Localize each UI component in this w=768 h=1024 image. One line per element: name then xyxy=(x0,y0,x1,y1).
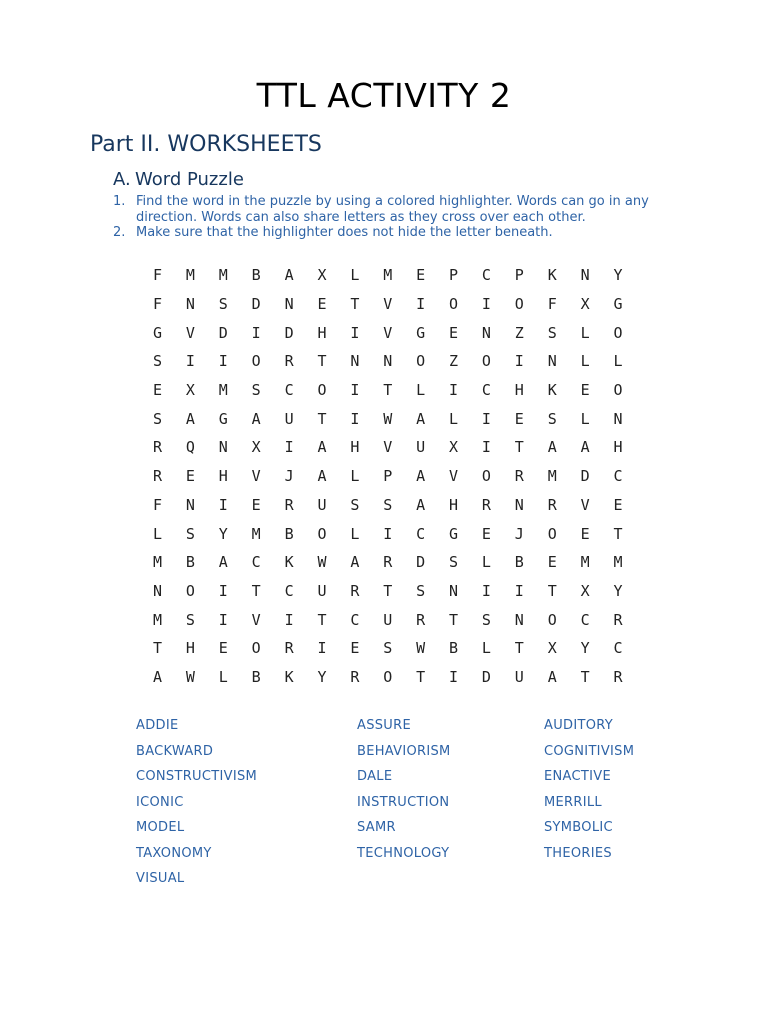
instruction-text: Find the word in the puzzle by using a colored highlighter. Words can go in any direction. Words can also share letters as they cross over each other. xyxy=(136,194,649,225)
puzzle-letter: I xyxy=(218,352,228,371)
puzzle-letter: T xyxy=(449,610,459,629)
puzzle-letter: E xyxy=(350,639,360,658)
puzzle-letter: Z xyxy=(449,352,459,371)
word-list-item: SYMBOLIC xyxy=(544,820,613,835)
puzzle-letter: O xyxy=(416,352,426,371)
puzzle-letter: D xyxy=(284,323,294,342)
puzzle-letter: A xyxy=(218,553,228,572)
puzzle-letter: R xyxy=(153,438,163,457)
puzzle-letter: I xyxy=(383,524,393,543)
puzzle-letter: W xyxy=(317,553,327,572)
word-list-item: COGNITIVISM xyxy=(544,743,635,759)
section-heading xyxy=(113,169,244,190)
puzzle-letter: I xyxy=(350,409,360,428)
puzzle-letter: S xyxy=(449,553,459,572)
puzzle-letter: O xyxy=(547,610,557,629)
puzzle-letter: Y xyxy=(613,581,623,600)
puzzle-letter: K xyxy=(547,266,557,285)
puzzle-letter: Y xyxy=(580,639,590,658)
puzzle-letter: L xyxy=(350,524,360,543)
puzzle-letter: E xyxy=(481,524,491,543)
puzzle-letter: R xyxy=(481,495,491,514)
puzzle-letter: I xyxy=(481,581,491,600)
puzzle-letter: S xyxy=(547,323,557,342)
word-list-item: BEHAVIORISM xyxy=(357,743,451,759)
puzzle-letter: B xyxy=(251,266,261,285)
puzzle-letter: E xyxy=(218,639,228,658)
puzzle-letter: U xyxy=(416,438,426,457)
puzzle-letter: T xyxy=(251,581,261,600)
puzzle-letter: I xyxy=(284,438,294,457)
puzzle-letter: T xyxy=(317,409,327,428)
puzzle-letter: M xyxy=(580,553,590,572)
instruction-text: Make sure that the highlighter does not hide the letter beneath. xyxy=(136,225,553,240)
puzzle-letter: C xyxy=(251,553,261,572)
puzzle-letter: I xyxy=(514,352,524,371)
puzzle-letter: X xyxy=(251,438,261,457)
puzzle-letter: R xyxy=(284,639,294,658)
puzzle-letter: M xyxy=(153,553,163,572)
puzzle-letter: J xyxy=(514,524,524,543)
puzzle-letter: U xyxy=(514,667,524,686)
puzzle-letter: R xyxy=(350,581,360,600)
puzzle-letter: R xyxy=(153,467,163,486)
puzzle-letter: U xyxy=(284,409,294,428)
puzzle-letter: L xyxy=(153,524,163,543)
puzzle-letter: M xyxy=(153,610,163,629)
puzzle-letter: M xyxy=(218,266,228,285)
puzzle-letter: L xyxy=(580,409,590,428)
puzzle-letter: L xyxy=(218,667,228,686)
puzzle-letter: V xyxy=(383,323,393,342)
puzzle-letter: C xyxy=(580,610,590,629)
puzzle-letter: H xyxy=(185,639,195,658)
puzzle-letter: O xyxy=(251,639,261,658)
puzzle-row xyxy=(149,433,631,462)
puzzle-letter: H xyxy=(449,495,459,514)
puzzle-row xyxy=(149,290,631,319)
puzzle-letter: O xyxy=(547,524,557,543)
word-list-item: AUDITORY xyxy=(544,718,613,733)
puzzle-letter: V xyxy=(251,467,261,486)
puzzle-letter: A xyxy=(251,409,261,428)
puzzle-letter: L xyxy=(481,639,491,658)
puzzle-letter: H xyxy=(317,323,327,342)
puzzle-row xyxy=(149,376,631,405)
puzzle-letter: A xyxy=(416,467,426,486)
puzzle-letter: S xyxy=(153,352,163,371)
puzzle-letter: S xyxy=(185,610,195,629)
puzzle-letter: I xyxy=(284,610,294,629)
puzzle-letter: B xyxy=(514,553,524,572)
instructions-list xyxy=(113,194,673,241)
puzzle-letter: C xyxy=(481,381,491,400)
puzzle-letter: D xyxy=(251,295,261,314)
puzzle-letter: D xyxy=(481,667,491,686)
puzzle-letter: S xyxy=(350,495,360,514)
puzzle-letter: N xyxy=(185,295,195,314)
puzzle-letter: R xyxy=(547,495,557,514)
word-list-item: VISUAL xyxy=(136,871,185,886)
word-list-item: INSTRUCTION xyxy=(357,794,450,810)
puzzle-letter: W xyxy=(416,639,426,658)
puzzle-letter: N xyxy=(383,352,393,371)
puzzle-letter: E xyxy=(449,323,459,342)
word-list-item: ICONIC xyxy=(136,794,184,810)
puzzle-letter: E xyxy=(416,266,426,285)
puzzle-letter: O xyxy=(383,667,393,686)
puzzle-letter: X xyxy=(580,581,590,600)
puzzle-letter: R xyxy=(383,553,393,572)
word-list-item: SAMR xyxy=(357,820,396,835)
puzzle-letter: M xyxy=(383,266,393,285)
word-search-grid xyxy=(149,261,631,691)
puzzle-letter: K xyxy=(284,667,294,686)
puzzle-letter: A xyxy=(350,553,360,572)
puzzle-letter: E xyxy=(547,553,557,572)
puzzle-letter: L xyxy=(580,352,590,371)
puzzle-letter: S xyxy=(185,524,195,543)
puzzle-letter: O xyxy=(481,467,491,486)
puzzle-letter: I xyxy=(218,581,228,600)
word-list-item: TAXONOMY xyxy=(136,845,212,861)
puzzle-letter: V xyxy=(580,495,590,514)
puzzle-letter: Q xyxy=(185,438,195,457)
puzzle-row xyxy=(149,519,631,548)
puzzle-letter: T xyxy=(514,438,524,457)
puzzle-letter: X xyxy=(449,438,459,457)
puzzle-letter: R xyxy=(284,495,294,514)
word-list-item: CONSTRUCTIVISM xyxy=(136,769,258,784)
puzzle-letter: I xyxy=(481,409,491,428)
puzzle-letter: I xyxy=(317,639,327,658)
puzzle-letter: A xyxy=(317,467,327,486)
puzzle-row xyxy=(149,462,631,491)
puzzle-letter: R xyxy=(613,667,623,686)
puzzle-letter: W xyxy=(185,667,195,686)
puzzle-letter: J xyxy=(284,467,294,486)
puzzle-letter: N xyxy=(580,266,590,285)
puzzle-letter: N xyxy=(514,495,524,514)
word-list-item: ADDIE xyxy=(136,718,179,733)
puzzle-letter: M xyxy=(613,553,623,572)
puzzle-letter: L xyxy=(416,381,426,400)
puzzle-letter: N xyxy=(153,581,163,600)
puzzle-letter: I xyxy=(251,323,261,342)
puzzle-letter: C xyxy=(284,381,294,400)
puzzle-letter: H xyxy=(218,467,228,486)
puzzle-letter: A xyxy=(185,409,195,428)
puzzle-letter: N xyxy=(284,295,294,314)
puzzle-letter: I xyxy=(449,667,459,686)
puzzle-row xyxy=(149,634,631,663)
puzzle-letter: G xyxy=(449,524,459,543)
puzzle-letter: W xyxy=(383,409,393,428)
puzzle-letter: K xyxy=(284,553,294,572)
puzzle-letter: I xyxy=(185,352,195,371)
puzzle-letter: U xyxy=(383,610,393,629)
puzzle-letter: H xyxy=(350,438,360,457)
document-title: TTL ACTIVITY 2 xyxy=(256,76,512,115)
puzzle-letter: C xyxy=(481,266,491,285)
puzzle-letter: D xyxy=(416,553,426,572)
puzzle-letter: N xyxy=(185,495,195,514)
puzzle-letter: I xyxy=(218,495,228,514)
puzzle-letter: T xyxy=(383,581,393,600)
puzzle-letter: I xyxy=(481,295,491,314)
puzzle-letter: A xyxy=(416,409,426,428)
puzzle-letter: L xyxy=(481,553,491,572)
puzzle-letter: C xyxy=(416,524,426,543)
puzzle-letter: C xyxy=(613,639,623,658)
puzzle-letter: N xyxy=(350,352,360,371)
puzzle-letter: D xyxy=(218,323,228,342)
puzzle-letter: T xyxy=(514,639,524,658)
puzzle-letter: A xyxy=(547,667,557,686)
puzzle-letter: I xyxy=(449,381,459,400)
puzzle-letter: X xyxy=(185,381,195,400)
puzzle-letter: I xyxy=(218,610,228,629)
puzzle-letter: S xyxy=(547,409,557,428)
puzzle-letter: O xyxy=(317,381,327,400)
puzzle-row xyxy=(149,663,631,692)
puzzle-letter: S xyxy=(481,610,491,629)
puzzle-letter: S xyxy=(383,495,393,514)
puzzle-letter: T xyxy=(383,381,393,400)
puzzle-row xyxy=(149,318,631,347)
puzzle-letter: G xyxy=(613,295,623,314)
puzzle-letter: B xyxy=(251,667,261,686)
puzzle-letter: O xyxy=(251,352,261,371)
puzzle-letter: I xyxy=(350,323,360,342)
puzzle-letter: N xyxy=(218,438,228,457)
puzzle-letter: U xyxy=(317,495,327,514)
puzzle-letter: I xyxy=(481,438,491,457)
puzzle-letter: R xyxy=(416,610,426,629)
puzzle-letter: Z xyxy=(514,323,524,342)
puzzle-letter: P xyxy=(514,266,524,285)
puzzle-letter: O xyxy=(481,352,491,371)
instruction-item xyxy=(113,194,673,225)
puzzle-letter: R xyxy=(350,667,360,686)
puzzle-letter: S xyxy=(416,581,426,600)
word-list-item: MERRILL xyxy=(544,794,602,810)
puzzle-letter: B xyxy=(185,553,195,572)
puzzle-letter: N xyxy=(449,581,459,600)
puzzle-letter: R xyxy=(514,467,524,486)
puzzle-letter: L xyxy=(580,323,590,342)
puzzle-letter: E xyxy=(514,409,524,428)
puzzle-letter: A xyxy=(416,495,426,514)
puzzle-letter: P xyxy=(383,467,393,486)
puzzle-letter: M xyxy=(218,381,228,400)
word-list-item: MODEL xyxy=(136,820,185,835)
puzzle-letter: H xyxy=(514,381,524,400)
puzzle-row xyxy=(149,548,631,577)
puzzle-letter: B xyxy=(284,524,294,543)
puzzle-letter: V xyxy=(251,610,261,629)
word-list-item: THEORIES xyxy=(544,845,612,861)
puzzle-letter: H xyxy=(613,438,623,457)
puzzle-row xyxy=(149,261,631,290)
puzzle-row xyxy=(149,404,631,433)
puzzle-letter: X xyxy=(580,295,590,314)
word-list-item: BACKWARD xyxy=(136,743,214,759)
puzzle-letter: F xyxy=(153,266,163,285)
puzzle-letter: O xyxy=(185,581,195,600)
puzzle-letter: S xyxy=(218,295,228,314)
puzzle-letter: N xyxy=(514,610,524,629)
puzzle-letter: V xyxy=(383,295,393,314)
puzzle-letter: Y xyxy=(218,524,228,543)
puzzle-letter: C xyxy=(350,610,360,629)
puzzle-letter: C xyxy=(613,467,623,486)
puzzle-letter: T xyxy=(613,524,623,543)
puzzle-letter: S xyxy=(153,409,163,428)
puzzle-letter: I xyxy=(416,295,426,314)
word-list-item: ENACTIVE xyxy=(544,769,611,784)
puzzle-letter: V xyxy=(449,467,459,486)
puzzle-letter: V xyxy=(383,438,393,457)
puzzle-letter: O xyxy=(613,381,623,400)
puzzle-letter: L xyxy=(449,409,459,428)
puzzle-letter: M xyxy=(547,467,557,486)
puzzle-letter: D xyxy=(580,467,590,486)
puzzle-letter: I xyxy=(350,381,360,400)
puzzle-letter: L xyxy=(350,467,360,486)
word-list xyxy=(136,716,676,895)
puzzle-letter: A xyxy=(317,438,327,457)
puzzle-letter: E xyxy=(185,467,195,486)
section-letter: A. xyxy=(113,169,131,190)
word-list-item: ASSURE xyxy=(357,718,411,733)
puzzle-letter: E xyxy=(251,495,261,514)
puzzle-letter: G xyxy=(416,323,426,342)
puzzle-letter: F xyxy=(547,295,557,314)
puzzle-letter: B xyxy=(449,639,459,658)
puzzle-letter: R xyxy=(613,610,623,629)
puzzle-letter: M xyxy=(185,266,195,285)
puzzle-row xyxy=(149,605,631,634)
puzzle-letter: N xyxy=(481,323,491,342)
puzzle-letter: T xyxy=(416,667,426,686)
word-list-item: DALE xyxy=(357,769,393,784)
puzzle-letter: Y xyxy=(613,266,623,285)
puzzle-letter: T xyxy=(547,581,557,600)
puzzle-letter: V xyxy=(185,323,195,342)
puzzle-letter: U xyxy=(317,581,327,600)
puzzle-letter: O xyxy=(449,295,459,314)
puzzle-letter: Y xyxy=(317,667,327,686)
puzzle-letter: C xyxy=(284,581,294,600)
puzzle-letter: K xyxy=(547,381,557,400)
instruction-item xyxy=(113,225,673,241)
puzzle-row xyxy=(149,577,631,606)
puzzle-letter: L xyxy=(350,266,360,285)
puzzle-letter: F xyxy=(153,295,163,314)
part-heading: Part II. WORKSHEETS xyxy=(90,132,322,157)
instruction-number: 1. xyxy=(113,194,126,209)
puzzle-letter: E xyxy=(580,524,590,543)
puzzle-letter: L xyxy=(613,352,623,371)
puzzle-letter: T xyxy=(580,667,590,686)
puzzle-letter: G xyxy=(153,323,163,342)
puzzle-letter: F xyxy=(153,495,163,514)
puzzle-letter: R xyxy=(284,352,294,371)
puzzle-letter: E xyxy=(317,295,327,314)
puzzle-letter: E xyxy=(153,381,163,400)
puzzle-letter: N xyxy=(613,409,623,428)
puzzle-letter: P xyxy=(449,266,459,285)
puzzle-letter: E xyxy=(580,381,590,400)
puzzle-letter: T xyxy=(317,610,327,629)
puzzle-letter: A xyxy=(284,266,294,285)
puzzle-letter: O xyxy=(514,295,524,314)
puzzle-letter: X xyxy=(317,266,327,285)
puzzle-letter: E xyxy=(613,495,623,514)
puzzle-letter: O xyxy=(317,524,327,543)
puzzle-letter: X xyxy=(547,639,557,658)
word-list-item: TECHNOLOGY xyxy=(357,845,450,861)
puzzle-letter: S xyxy=(251,381,261,400)
puzzle-row xyxy=(149,491,631,520)
puzzle-letter: O xyxy=(613,323,623,342)
instruction-number: 2. xyxy=(113,225,126,240)
section-title: Word Puzzle xyxy=(135,169,244,190)
puzzle-letter: N xyxy=(547,352,557,371)
puzzle-letter: S xyxy=(383,639,393,658)
puzzle-letter: A xyxy=(547,438,557,457)
puzzle-letter: G xyxy=(218,409,228,428)
puzzle-row xyxy=(149,347,631,376)
puzzle-letter: T xyxy=(317,352,327,371)
puzzle-letter: T xyxy=(350,295,360,314)
puzzle-letter: A xyxy=(580,438,590,457)
puzzle-letter: T xyxy=(153,639,163,658)
puzzle-letter: I xyxy=(514,581,524,600)
puzzle-letter: A xyxy=(153,667,163,686)
puzzle-letter: M xyxy=(251,524,261,543)
